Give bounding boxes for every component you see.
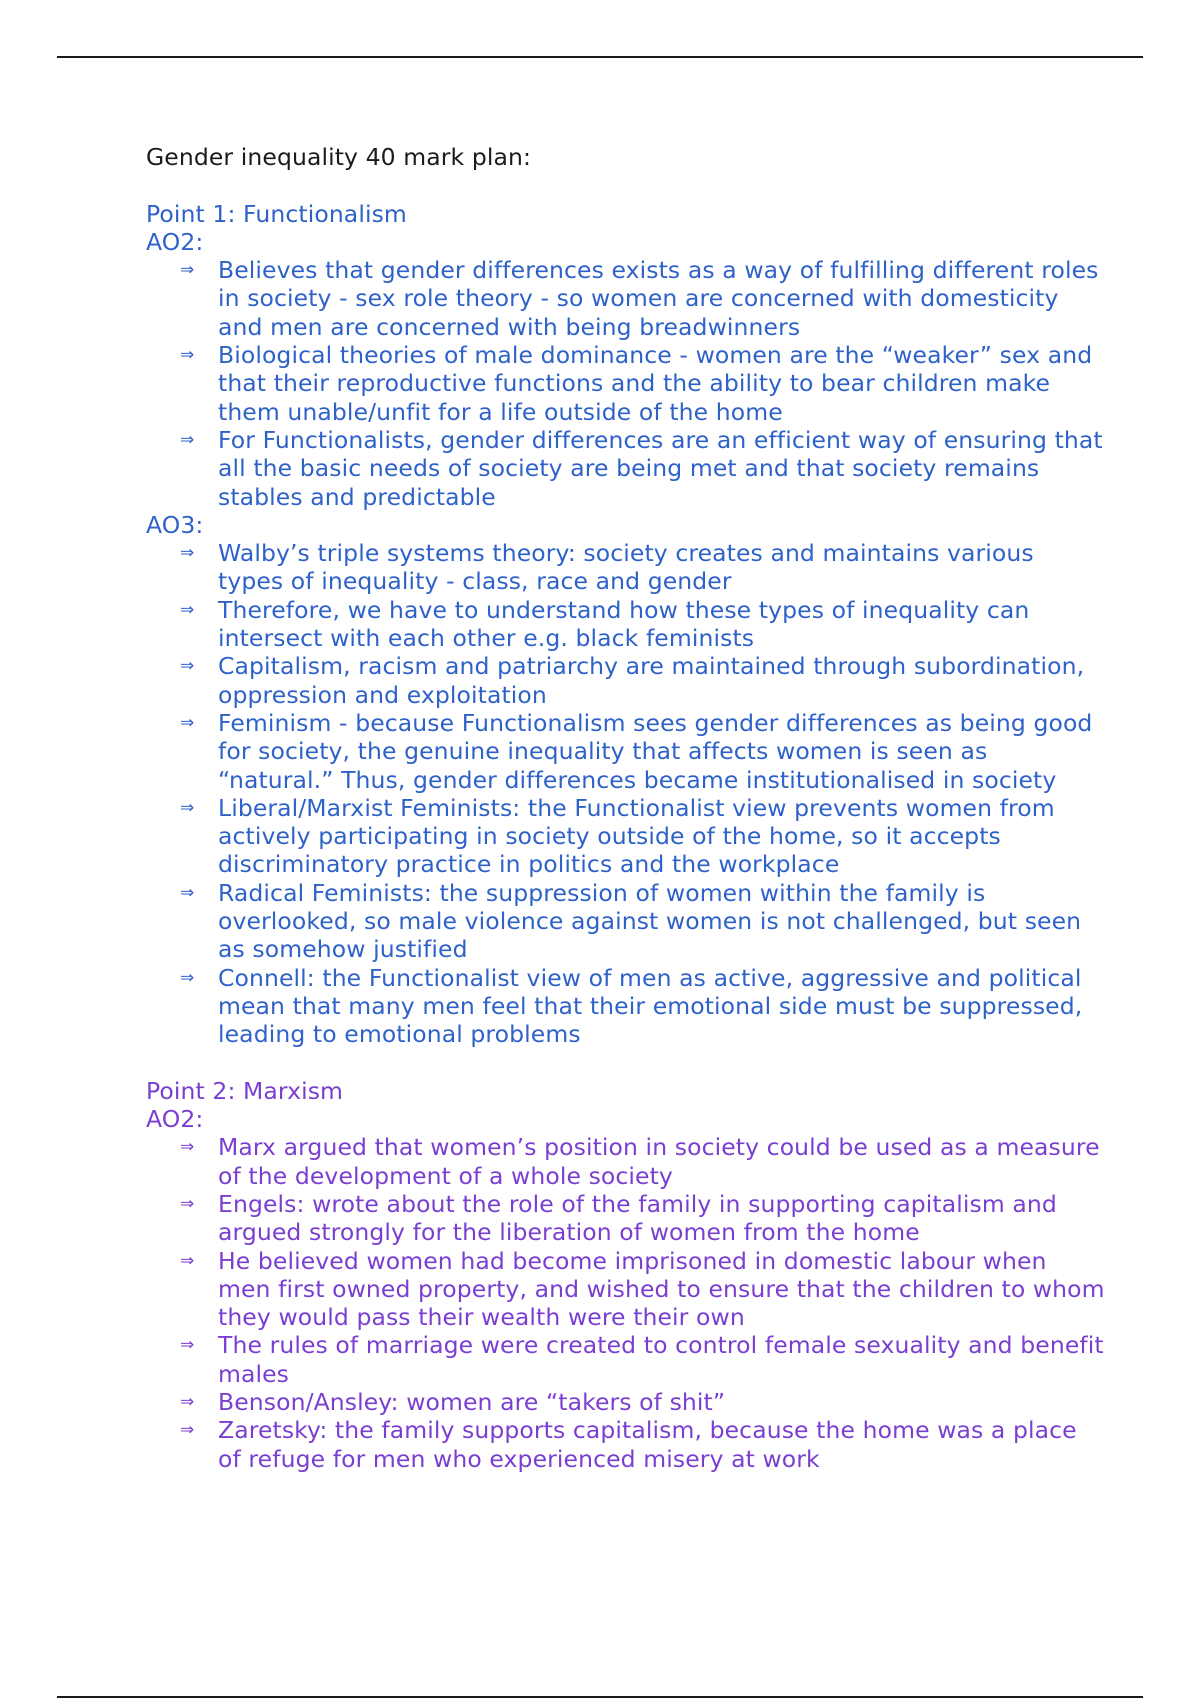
implies-arrow-icon: ⇒ (180, 599, 195, 620)
list-item: ⇒ He believed women had become imprisoned in domestic labour when men first owned property, and wished to ensure that the children to whom they would pass their wealth were their own (180, 1246, 1105, 1332)
point2-ao2-label: AO2: (146, 1105, 204, 1134)
list-item: ⇒ Feminism - because Functionalism sees gender differences as being good for society, the genuine inequality that affects women is seen as “natural.” Thus, gender differences became institutionalised in society (180, 708, 1093, 794)
footer-rule (57, 1696, 1143, 1698)
implies-arrow-icon: ⇒ (180, 543, 195, 564)
implies-arrow-icon: ⇒ (180, 1250, 195, 1271)
point1-heading: Point 1: Functionalism (146, 199, 407, 228)
point2-heading: Point 2: Marxism (146, 1076, 344, 1105)
point1-ao3-label: AO3: (146, 510, 204, 539)
list-item: ⇒ Therefore, we have to understand how these types of inequality can intersect with each other e.g. black feminists (180, 595, 1030, 653)
list-item: ⇒ For Functionalists, gender differences are an efficient way of ensuring that all the basic needs of society are being met and that society remains stables and predictable (180, 425, 1103, 511)
implies-arrow-icon: ⇒ (180, 712, 195, 733)
spacer (146, 171, 1106, 199)
implies-arrow-icon: ⇒ (180, 1137, 195, 1158)
list-item: ⇒ Capitalism, racism and patriarchy are maintained through subordination, oppression and exploitation (180, 652, 1085, 709)
list-item: ⇒ Believes that gender differences exists as a way of fulfilling different roles in society - sex role theory - so women are concerned with domesticity and men are concerned with being breadwinners (180, 256, 1099, 341)
list-item: ⇒ Engels: wrote about the role of the family in supporting capitalism and argued strongly for the liberation of women from the home (180, 1189, 1057, 1247)
list-item: ⇒ Benson/Ansley: women are “takers of shit” (180, 1388, 726, 1417)
point1-section (146, 200, 1106, 1049)
point1-ao3-list (146, 539, 1106, 1048)
implies-arrow-icon: ⇒ (180, 1392, 195, 1413)
spacer (146, 1049, 1106, 1077)
implies-arrow-icon: ⇒ (180, 345, 195, 366)
point2-section (146, 1077, 1106, 1473)
implies-arrow-icon: ⇒ (180, 1335, 195, 1356)
implies-arrow-icon: ⇒ (180, 967, 195, 988)
list-item: ⇒ Walby’s triple systems theory: society creates and maintains various types of inequality - class, race and gender (180, 539, 1034, 596)
point1-ao2-label: AO2: (146, 227, 204, 256)
implies-arrow-icon: ⇒ (180, 882, 195, 903)
list-item: ⇒ Radical Feminists: the suppression of women within the family is overlooked, so male violence against women is not challenged, but seen as somehow justified (180, 878, 1082, 964)
implies-arrow-icon: ⇒ (180, 656, 195, 677)
list-item: ⇒ Liberal/Marxist Feminists: the Functionalist view prevents women from actively participating in society outside of the home, so it accepts discriminatory practice in politics and the workplace (180, 793, 1055, 879)
implies-arrow-icon: ⇒ (180, 260, 195, 281)
implies-arrow-icon: ⇒ (180, 1420, 195, 1441)
header-rule (57, 56, 1143, 58)
list-item: ⇒ Zaretsky: the family supports capitalism, because the home was a place of refuge for men who experienced misery at work (180, 1416, 1077, 1473)
document-body (146, 143, 1106, 1473)
point2-ao2-list (146, 1133, 1106, 1473)
point1-ao2-list (146, 256, 1106, 511)
implies-arrow-icon: ⇒ (180, 429, 195, 450)
list-item: ⇒ Marx argued that women’s position in society could be used as a measure of the development of a whole society (180, 1133, 1100, 1190)
document-title: Gender inequality 40 mark plan: (146, 143, 531, 171)
implies-arrow-icon: ⇒ (180, 797, 195, 818)
list-item: ⇒ Connell: the Functionalist view of men as active, aggressive and political mean that many men feel that their emotional side must be suppressed, leading to emotional problems (180, 963, 1083, 1049)
implies-arrow-icon: ⇒ (180, 1193, 195, 1214)
list-item: ⇒ Biological theories of male dominance - women are the “weaker” sex and that their reproductive functions and the ability to bear children make them unable/unfit for a life outside of the home (180, 341, 1093, 426)
list-item: ⇒ The rules of marriage were created to control female sexuality and benefit males (180, 1331, 1104, 1388)
